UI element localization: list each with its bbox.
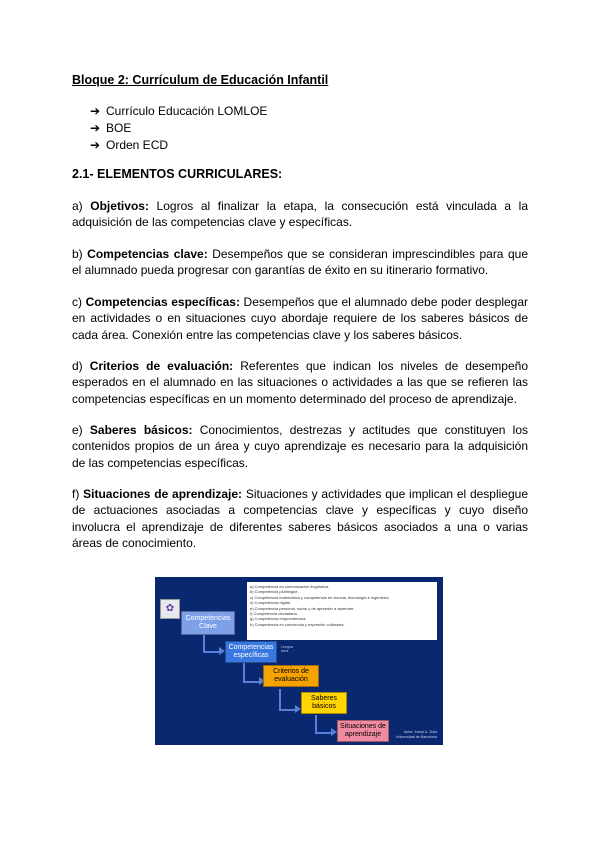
figure-credit	[396, 730, 437, 739]
curriculum-diagram	[155, 577, 443, 745]
list-item: a) Competencia en comunicación lingüística.	[250, 584, 330, 589]
list-item: b) Competencia plurilingüe.	[250, 589, 299, 595]
item-term: Competencias clave:	[87, 247, 208, 261]
page-title: Bloque 2: Currículum de Educación Infantil	[72, 73, 329, 87]
item-term: Saberes básicos:	[89, 423, 193, 437]
item-term: Objetivos:	[90, 199, 149, 213]
item-term: Criterios de evaluación:	[89, 359, 234, 373]
side-note-line: área	[281, 649, 289, 653]
list-item[interactable]	[90, 103, 267, 120]
paragraph-situaciones	[72, 486, 528, 551]
link-curriculo[interactable]: Currículo Educación LOMLOE	[106, 104, 268, 118]
credit-line: Autor: Josep A. Zulla	[403, 730, 437, 735]
list-item[interactable]	[90, 120, 267, 137]
step-situaciones-aprendizaje: Situaciones de aprendizaje	[337, 720, 389, 742]
link-orden-ecd[interactable]: Orden ECD	[106, 138, 169, 152]
side-note	[281, 645, 293, 653]
step-competencias-especificas: Competencias específicas	[225, 641, 277, 663]
item-text: Conocimientos, destrezas y actitudes que constituyen los contenidos propios de un área y cuyo aprendizaje es necesario para la adquisición de las competencias específicas.	[72, 423, 528, 470]
step-criterios-evaluacion: Criterios de evaluación	[263, 665, 319, 687]
item-text: Situaciones y actividades que implican el despliegue de actuaciones asociadas a competencias clave y específicas y cuyo diseño involucra el aprendizaje de diferentes saberes básicos asociados a una o varias áreas de conocimiento.	[72, 487, 528, 550]
arrow-right-icon: ➔	[90, 104, 101, 118]
item-text: Desempeños que se consideran imprescindibles para que el alumnado pueda progresar con garantías de éxito en su itinerario formativo.	[72, 247, 528, 278]
item-prefix: c)	[72, 295, 86, 309]
item-prefix: f)	[72, 487, 84, 501]
arrow-right-icon: ➔	[90, 138, 101, 152]
item-term: Competencias específicas:	[85, 295, 240, 309]
paragraph-competencias-clave	[72, 246, 528, 279]
item-text: Referentes que indican los niveles de desempeño esperados en el alumnado en las situaciones o actividades a las que se refieren las competencias específicas en un momento determinado del proceso de aprendizaje.	[72, 359, 528, 406]
paragraph-competencias-especificas	[72, 294, 528, 343]
list-item: e) Competencia personal, social y de aprender a aprender.	[250, 605, 355, 611]
step-competencias-clave: Competencias Clave	[181, 611, 235, 635]
item-text: Desempeños que el alumnado debe poder desplegar en actividades o en situaciones cuyo abordaje requiere de los saberes básicos de cada área. Conexión entre las competencias clave y los saberes básicos.	[72, 295, 529, 342]
item-term: Situaciones de aprendizaje:	[83, 487, 243, 501]
side-note-line: Lengua	[281, 645, 293, 649]
credit-line: Universidad de Barcelona	[395, 734, 437, 739]
reference-links	[90, 103, 267, 154]
step-saberes-basicos: Saberes básicos	[301, 692, 347, 714]
item-prefix: d)	[72, 359, 90, 373]
paragraph-saberes	[72, 422, 528, 471]
key-competences-list	[247, 582, 437, 640]
paragraph-objetivos	[72, 198, 528, 231]
item-text: Logros al finalizar la etapa, la consecución está vinculada a la adquisición de las competencias clave y específicas.	[72, 199, 528, 230]
paragraph-criterios	[72, 358, 528, 407]
section-heading: 2.1- ELEMENTOS CURRICULARES:	[72, 167, 283, 181]
arrow-right-icon: ➔	[90, 121, 101, 135]
item-prefix: a)	[72, 199, 91, 213]
list-item: c) Competencia matemática y competencia en ciencia, tecnología e ingeniería.	[250, 594, 390, 600]
list-item: h) Competencia en conciencia y expresión culturales.	[250, 621, 345, 627]
list-item[interactable]	[90, 137, 267, 154]
list-item: f) Competencia ciudadana.	[250, 611, 298, 617]
item-prefix: b)	[72, 247, 88, 261]
list-item: d) Competencia digital.	[250, 600, 291, 606]
logo-icon: ✿	[160, 599, 180, 619]
list-item: g) Competencia emprendedora.	[250, 616, 307, 622]
link-boe[interactable]: BOE	[106, 121, 132, 135]
item-prefix: e)	[72, 423, 90, 437]
